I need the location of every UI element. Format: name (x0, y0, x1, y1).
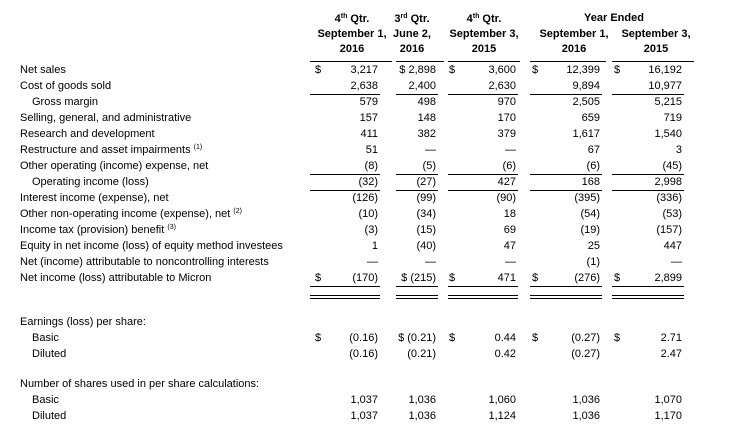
table-cell: 1,060 (488, 394, 516, 406)
table-cell: (40) (416, 240, 436, 252)
column-header-year: 2015 (471, 43, 497, 55)
table-cell: (126) (352, 192, 378, 204)
row-label: Cost of goods sold (20, 80, 112, 92)
table-cell: (3) (364, 224, 378, 236)
table-cell: 0.42 (494, 348, 516, 360)
currency-symbol: $ (532, 332, 539, 344)
table-cell: 579 (359, 96, 378, 108)
row-label: Equity in net income (loss) of equity method investees (20, 240, 283, 252)
table-cell: (8) (364, 160, 378, 172)
row-label: Interest income (expense), net (20, 192, 169, 204)
subtotal-rule (448, 174, 518, 175)
table-cell: 2,505 (572, 96, 600, 108)
table-cell: (15) (416, 224, 436, 236)
table-row (0, 222, 756, 238)
row-label: Selling, general, and administrative (20, 112, 192, 124)
column-header-quarter: 4th Qtr. (334, 13, 370, 25)
total-double-rule (396, 295, 438, 299)
row-label: Other operating (income) expense, net (20, 160, 209, 172)
table-cell: 2,630 (488, 80, 516, 92)
table-cell: 12,399 (566, 64, 600, 76)
column-header-quarter: 3rd Qtr. (394, 13, 430, 25)
subtotal-rule (530, 190, 602, 191)
currency-symbol: $ (532, 272, 539, 284)
table-cell: 67 (587, 144, 600, 156)
currency-symbol: $ (315, 272, 322, 284)
table-cell: 382 (417, 128, 436, 140)
table-cell: 1,036 (408, 410, 436, 422)
currency-symbol: $ (315, 64, 322, 76)
row-label: Diluted (32, 348, 67, 360)
row-label: Operating income (loss) (32, 176, 149, 188)
table-row (0, 346, 756, 362)
table-row (0, 408, 756, 424)
subtotal-rule (448, 286, 518, 287)
column-header-date: September 3, (621, 28, 691, 40)
table-cell: 0.44 (494, 332, 516, 344)
table-cell: 498 (417, 96, 436, 108)
row-label: Diluted (32, 410, 67, 422)
table-cell: 18 (503, 208, 516, 220)
table-row (0, 62, 756, 78)
table-cell: (1) (586, 256, 600, 268)
table-cell: (54) (580, 208, 600, 220)
row-label: Restructure and asset impairments $^{(1)}$ (20, 144, 203, 156)
table-cell: 1,037 (350, 394, 378, 406)
table-cell: 1,617 (572, 128, 600, 140)
table-cell: 2,638 (350, 80, 378, 92)
table-cell: (45) (662, 160, 682, 172)
table-cell: — (425, 144, 436, 156)
table-cell: — (505, 144, 516, 156)
subtotal-rule (396, 286, 438, 287)
table-cell: — (505, 256, 516, 268)
column-header-year: 2016 (339, 43, 365, 55)
table-cell: 471 (497, 272, 516, 284)
table-row (0, 110, 756, 126)
section-heading: Earnings (loss) per share: (20, 316, 146, 328)
table-cell: $ 2,898 (399, 64, 436, 76)
currency-symbol: $ (614, 272, 621, 284)
table-cell: 2,400 (408, 80, 436, 92)
total-double-rule (310, 295, 380, 299)
table-cell: (336) (656, 192, 682, 204)
table-cell: (276) (574, 272, 600, 284)
shares-heading (0, 376, 756, 392)
row-label: Other non-operating income (expense), net $^{(2)}$ (20, 208, 242, 220)
table-cell: (10) (358, 208, 378, 220)
table-cell: (6) (502, 160, 516, 172)
table-cell: (32) (358, 176, 378, 188)
subtotal-rule (448, 190, 518, 191)
table-cell: 51 (365, 144, 378, 156)
table-cell: 10,977 (648, 80, 682, 92)
subtotal-rule (612, 286, 684, 287)
subtotal-rule (448, 94, 518, 95)
table-cell: (90) (496, 192, 516, 204)
subtotal-rule (310, 174, 380, 175)
column-header-year: 2016 (561, 43, 587, 55)
table-cell: 148 (417, 112, 436, 124)
subtotal-rule (396, 94, 438, 95)
table-cell: 170 (497, 112, 516, 124)
table-row (0, 392, 756, 408)
table-cell: 168 (581, 176, 600, 188)
currency-symbol: $ (532, 64, 539, 76)
table-cell: (53) (662, 208, 682, 220)
table-cell: (6) (586, 160, 600, 172)
table-cell: $ (0.21) (398, 332, 436, 344)
table-cell: — (671, 256, 682, 268)
table-cell: — (425, 256, 436, 268)
table-cell: 1,124 (488, 410, 516, 422)
subtotal-rule (396, 174, 438, 175)
subtotal-rule (310, 190, 380, 191)
table-cell: 9,894 (572, 80, 600, 92)
table-cell: 3 (675, 144, 682, 156)
table-cell: 47 (503, 240, 516, 252)
row-label: Net sales (20, 64, 66, 76)
table-cell: 16,192 (648, 64, 682, 76)
table-cell: (5) (422, 160, 436, 172)
column-header-quarter: 4th Qtr. (466, 13, 502, 25)
column-header (439, 12, 529, 57)
eps-heading (0, 314, 756, 330)
row-label: Basic (32, 394, 59, 406)
section-heading: Number of shares used in per share calculations: (20, 378, 260, 390)
table-cell: 659 (581, 112, 600, 124)
subtotal-rule (530, 94, 602, 95)
table-row (0, 142, 756, 158)
total-double-rule (448, 295, 518, 299)
year-ended-header: Year Ended (584, 12, 644, 24)
table-cell: 411 (360, 128, 378, 140)
table-cell: 5,215 (654, 96, 682, 108)
table-cell: $ (215) (401, 272, 436, 284)
table-cell: 719 (663, 112, 682, 124)
subtotal-rule (310, 286, 380, 287)
table-cell: (395) (574, 192, 600, 204)
table-cell: 1,036 (572, 394, 600, 406)
table-row (0, 78, 756, 94)
subtotal-rule (612, 94, 684, 95)
row-label: Net (income) attributable to noncontrolling interests (20, 256, 269, 268)
currency-symbol: $ (449, 332, 456, 344)
subtotal-rule (612, 174, 684, 175)
table-row (0, 174, 756, 190)
table-cell: 427 (497, 176, 516, 188)
table-cell: — (367, 256, 378, 268)
total-double-rule (530, 295, 602, 299)
row-label: Basic (32, 332, 59, 344)
table-cell: 1,170 (654, 410, 682, 422)
table-row (0, 158, 756, 174)
table-cell: 1,036 (572, 410, 600, 422)
column-header-year: 2016 (399, 43, 425, 55)
table-cell: (0.16) (349, 332, 378, 344)
table-cell: 2,899 (654, 272, 682, 284)
table-cell: (0.21) (407, 348, 436, 360)
subtotal-rule (612, 190, 684, 191)
column-header-date: September 1, (539, 28, 609, 40)
table-row (0, 126, 756, 142)
subtotal-rule (530, 286, 602, 287)
table-cell: (34) (416, 208, 436, 220)
subtotal-rule (310, 94, 380, 95)
table-cell: 2.71 (660, 332, 682, 344)
table-cell: 1,036 (408, 394, 436, 406)
currency-symbol: $ (614, 332, 621, 344)
table-cell: (0.16) (349, 348, 378, 360)
table-row (0, 190, 756, 206)
table-cell: 447 (663, 240, 682, 252)
table-cell: (170) (352, 272, 378, 284)
table-cell: 157 (359, 112, 378, 124)
currency-symbol: $ (315, 332, 322, 344)
table-row (0, 254, 756, 270)
table-cell: 1,070 (654, 394, 682, 406)
table-row (0, 270, 756, 286)
table-row (0, 206, 756, 222)
table-row (0, 94, 756, 110)
currency-symbol: $ (449, 272, 456, 284)
total-double-rule (612, 295, 684, 299)
currency-symbol: $ (449, 64, 456, 76)
table-row (0, 330, 756, 346)
row-label: Research and development (20, 128, 155, 140)
table-cell: (19) (580, 224, 600, 236)
column-header-date: September 1, (317, 28, 387, 40)
table-cell: 3,217 (350, 64, 378, 76)
table-cell: 970 (497, 96, 516, 108)
row-label: Gross margin (32, 96, 99, 108)
table-cell: (27) (416, 176, 436, 188)
column-header-date: June 2, (393, 28, 431, 40)
row-label: Net income (loss) attributable to Micron (20, 272, 212, 284)
table-cell: (157) (656, 224, 682, 236)
column-header-date: September 3, (449, 28, 519, 40)
currency-symbol: $ (614, 64, 621, 76)
row-label: Income tax (provision) benefit $^{(3)}$ (20, 224, 176, 236)
table-cell: 379 (497, 128, 516, 140)
table-row (0, 238, 756, 254)
table-cell: (0.27) (571, 332, 600, 344)
table-cell: 69 (503, 224, 516, 236)
column-header-year: 2015 (643, 43, 669, 55)
table-cell: 1,037 (350, 410, 378, 422)
table-cell: 2.47 (660, 348, 682, 360)
subtotal-rule (396, 190, 438, 191)
table-cell: (99) (416, 192, 436, 204)
table-cell: 1,540 (654, 128, 682, 140)
table-cell: 1 (371, 240, 378, 252)
table-cell: 25 (587, 240, 600, 252)
table-cell: 2,998 (654, 176, 682, 188)
subtotal-rule (530, 174, 602, 175)
table-cell: 3,600 (488, 64, 516, 76)
table-cell: (0.27) (571, 348, 600, 360)
